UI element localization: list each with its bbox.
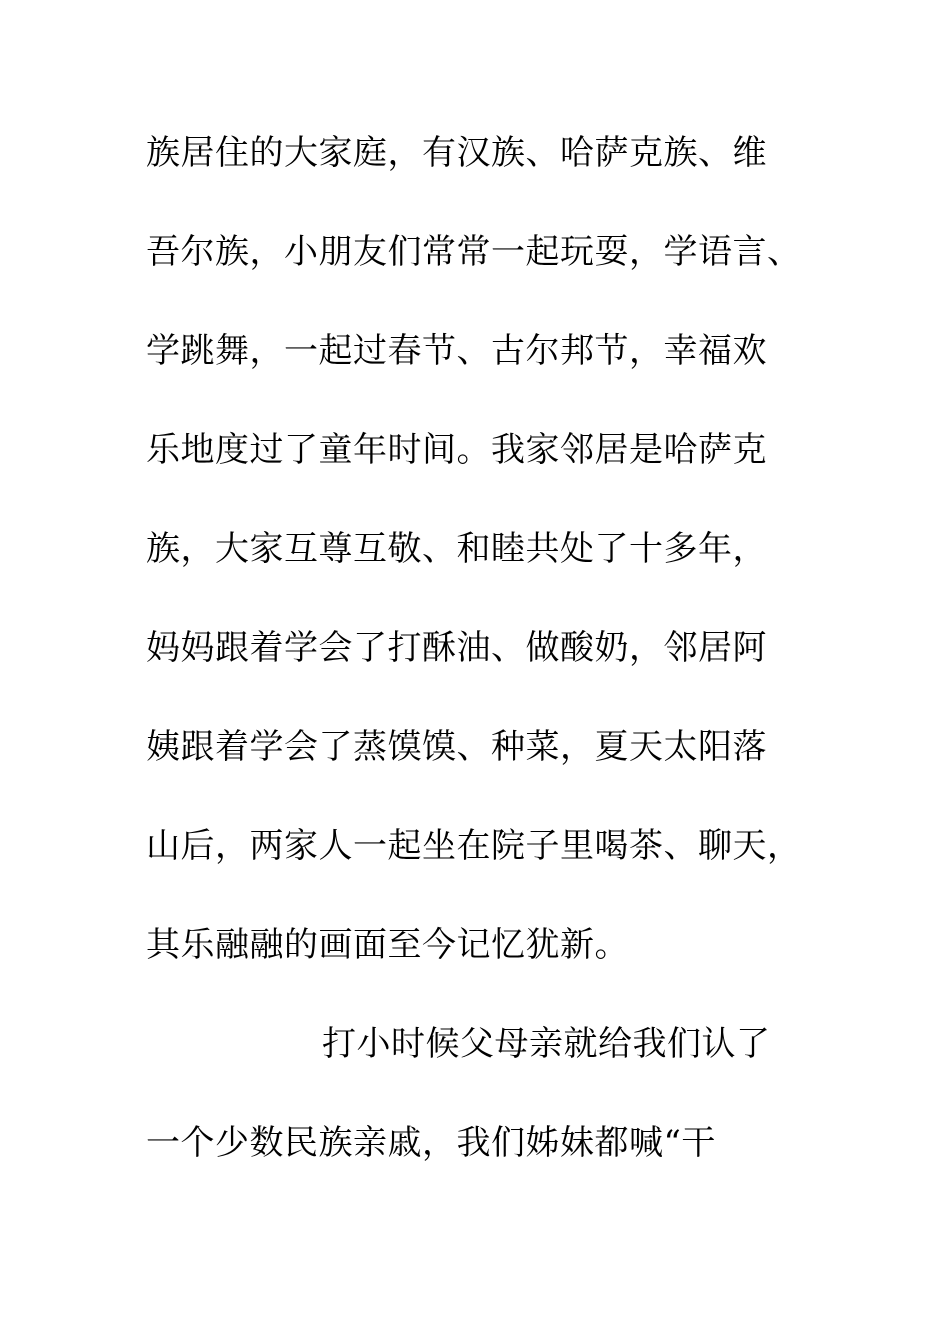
text-line-9: 其乐融融的画面至今记忆犹新。 [146, 925, 629, 965]
text-line-11: 一个少数民族亲戚，我们姊妹都喊“干 [146, 1123, 716, 1163]
body-text [146, 120, 826, 1209]
text-line-5: 族，大家互尊互敬、和睦共处了十多年， [146, 529, 767, 569]
paragraph-start-line: 打小时候父母亲就给我们认了 [322, 1024, 771, 1064]
text-line-1: 族居住的大家庭，有汉族、哈萨克族、维 [146, 133, 767, 173]
text-line-3: 学跳舞，一起过春节、古尔邦节，幸福欢 [146, 331, 767, 371]
text-line-8: 山后，两家人一起坐在院子里喝茶、聊天， [146, 826, 802, 866]
text-line-4: 乐地度过了童年时间。我家邻居是哈萨克 [146, 430, 767, 470]
text-line-2: 吾尔族，小朋友们常常一起玩耍，学语言、 [146, 232, 802, 272]
text-line-6: 妈妈跟着学会了打酥油、做酸奶，邻居阿 [146, 628, 767, 668]
text-line-7: 姨跟着学会了蒸馍馍、种菜，夏天太阳落 [146, 727, 767, 767]
